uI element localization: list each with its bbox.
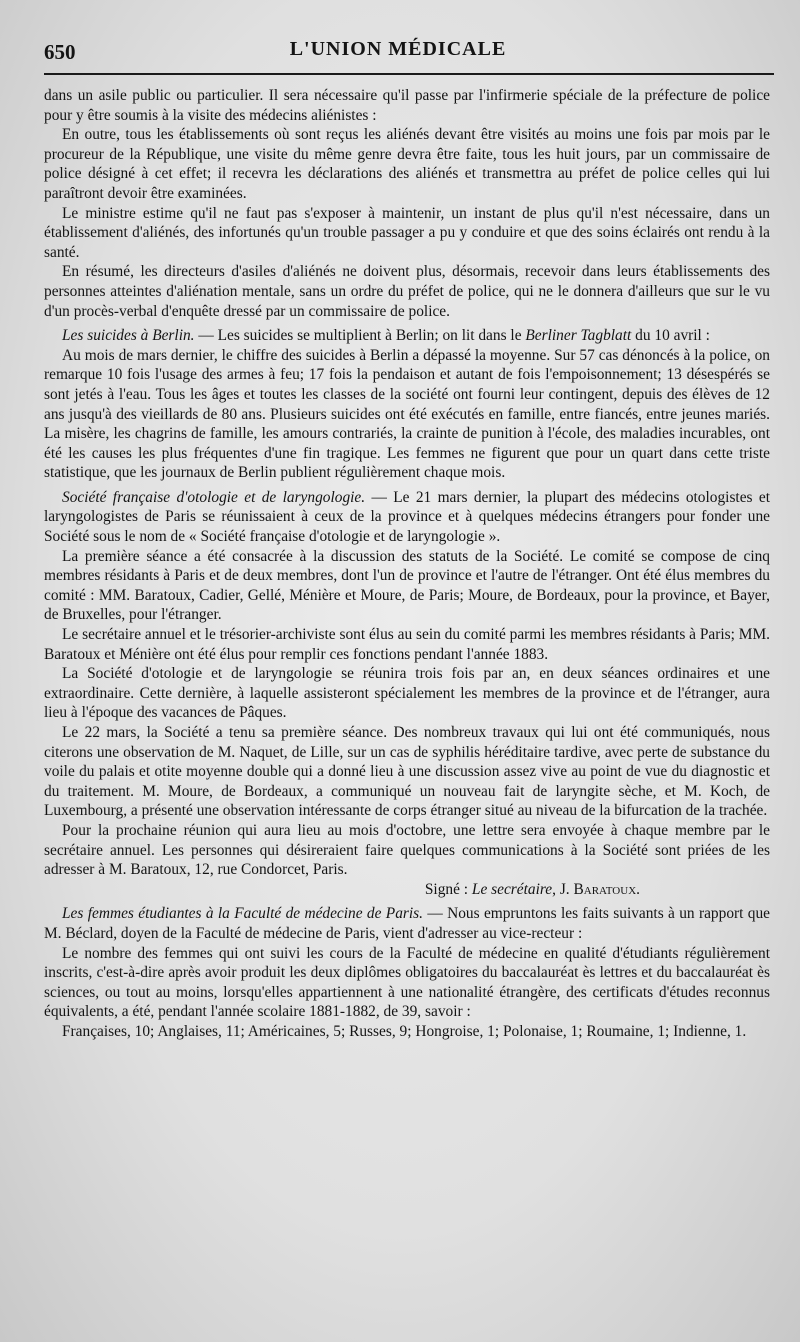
paragraph: Le ministre estime qu'il ne faut pas s'exposer à maintenir, un instant de plus qu'il n'est nécessaire, dans un établissement d'aliénés, des infortunés qu'un trouble passager a pu y conduire et que des soins éclairés ont rendu à la santé. [44, 204, 770, 261]
signature-name: Baratoux. [573, 880, 640, 898]
paragraph: En outre, tous les établissements où sont reçus les aliénés devant être visités au moins une fois par mois par le procureur de la République, une visite du même genre devra être faite, tous les huit jours, par un commissaire de police désigné à cet effet; il recevra les déclarations des aliénés et transmettra au préfet de police celles qui lui paraîtront devoir être examinées. [44, 126, 770, 202]
signature-prefix: Signé : [424, 880, 472, 898]
intro-text-end: du 10 avril : [631, 327, 710, 345]
signature [44, 880, 770, 900]
news-item-femmes [44, 904, 770, 943]
source-title: Berliner Tagblatt [525, 327, 632, 345]
page-number: 650 [44, 40, 76, 64]
paragraph: La première séance a été consacrée à la discussion des statuts de la Société. Le comité se compose de cinq membres résidants à Paris et de deux membres, dont l'un de province et l'autre de l'étranger. Ont été élus membres du comité : MM. Baratoux, Cadier, Gellé, Ménière et Moure, de Paris; Moure, de Bordeaux, pour la province, et Bayer, de Bruxelles, pour l'étranger. [44, 547, 770, 624]
header-rule [44, 73, 774, 75]
news-item-berlin [44, 326, 770, 346]
intro-text: — Le 21 mars dernier, la plupart des médecins otologistes et laryngologistes de Paris se réunissaient à ceux de la province et à quelques médecins étrangers pour fonder une Société sous le nom de « Société française d'otologie et de laryngologie ». [44, 488, 770, 546]
running-head [44, 34, 752, 68]
paragraph: Le nombre des femmes qui ont suivi les cours de la Faculté de médecine en qualité d'étudiants régulièrement inscrits, c'est-à-dire après avoir produit les deux diplômes obligatoires du baccalauréat ès lettres et du baccalauréat ès sciences, ou tout au moins, lorsqu'elles appartiennent à une nationalité étrangère, des certificats d'études reconnus équivalents, a été, pendant l'année scolaire 1881-1882, de 39, savoir : [44, 944, 770, 1021]
section-heading: Les femmes étudiantes à la Faculté de médecine de Paris. [62, 905, 423, 923]
section-heading: Les suicides à Berlin. [62, 327, 195, 345]
intro-text: — Nous empruntons les faits suivants à un rapport que M. Béclard, doyen de la Faculté de médecine de Paris, vient d'adresser au vice-recteur : [44, 905, 770, 942]
news-item-otologie [44, 488, 770, 547]
paragraph: Le 22 mars, la Société a tenu sa première séance. Des nombreux travaux qui lui ont été communiqués, nous citerons une observation de M. Naquet, de Lille, sur un cas de syphilis héréditaire tardive, avec perte de substance du voile du palais et otite moyenne double qui a donné lieu à une discussion assez vive au point de vue du diagnostic et du traitement. M. Moure, de Bordeaux, a communiqué un nouveau fait de laryngite sèche, et M. Koch, de Luxembourg, a présenté une observation intéressante de corps étranger situé au niveau de la bifurcation de la trachée. [44, 724, 770, 820]
section-heading: Société française d'otologie et de laryngologie. [62, 488, 366, 506]
signature-initial: , J. [552, 880, 574, 898]
paragraph: Pour la prochaine réunion qui aura lieu au mois d'octobre, une lettre sera envoyée à chaque membre par le secrétaire annuel. Les personnes qui désireraient faire quelques communications à la Société sont priées de les adresser à M. Baratoux, 12, rue Condorcet, Paris. [44, 821, 770, 879]
paragraph: La Société d'otologie et de laryngologie se réunira trois fois par an, en deux séances ordinaires et une extraordinaire. Cette dernière, à laquelle assisteront spécialement les membres de la province et de l'étranger, aura lieu à l'époque des vacances de Pâques. [44, 665, 770, 722]
paragraph: Le secrétaire annuel et le trésorier-archiviste sont élus au sein du comité parmi les membres résidants à Paris; MM. Baratoux et Ménière ont été élus pour remplir ces fonctions pendant l'année 1883. [44, 626, 770, 663]
paragraph: dans un asile public ou particulier. Il sera nécessaire qu'il passe par l'infirmerie spéciale de la préfecture de police pour y être soumis à la visite des médecins aliénistes : [44, 87, 770, 124]
paragraph: Au mois de mars dernier, le chiffre des suicides à Berlin a dépassé la moyenne. Sur 57 cas dénoncés à la police, on remarque 10 fois l'usage des armes à feu; 17 fois la pendaison et autant de fois l'empoisonnement; 13 désespérés se sont jetés à l'eau. Tous les âges et toutes les classes de la société ont fourni leur contingent, depuis des élèves de 12 ans jusqu'à des vieillards de 80 ans. Plusieurs suicides ont été exécutés en famille, entre fiancés, entre jeunes mariés. La misère, les chagrins de famille, les amours contrariés, la crainte de punition à l'école, des maladies incurables, ont été les causes les plus fréquentes d'une fin tragique. Les femmes ne figurent que pour un quart dans cette triste statistique, que les journaux de Berlin publient régulièrement chaque mois. [44, 346, 770, 482]
intro-text: — Les suicides se multiplient à Berlin; on lit dans le [194, 327, 526, 345]
signature-role: Le secrétaire [471, 880, 553, 898]
paragraph: Françaises, 10; Anglaises, 11; Américaines, 5; Russes, 9; Hongroise, 1; Polonaise, 1; Roumaine, 1; Indienne, 1. [62, 1022, 747, 1040]
journal-title: L'UNION MÉDICALE [289, 38, 507, 60]
article-body [44, 86, 770, 1042]
paragraph: En résumé, les directeurs d'asiles d'aliénés ne doivent plus, désormais, recevoir dans leurs établissements des personnes atteintes d'aliénation mentale, sans un ordre du préfet de police, qui ne le donnera d'ailleurs que sur le vu d'un procès-verbal d'enquête dressé par un commissaire de police. [44, 263, 770, 320]
